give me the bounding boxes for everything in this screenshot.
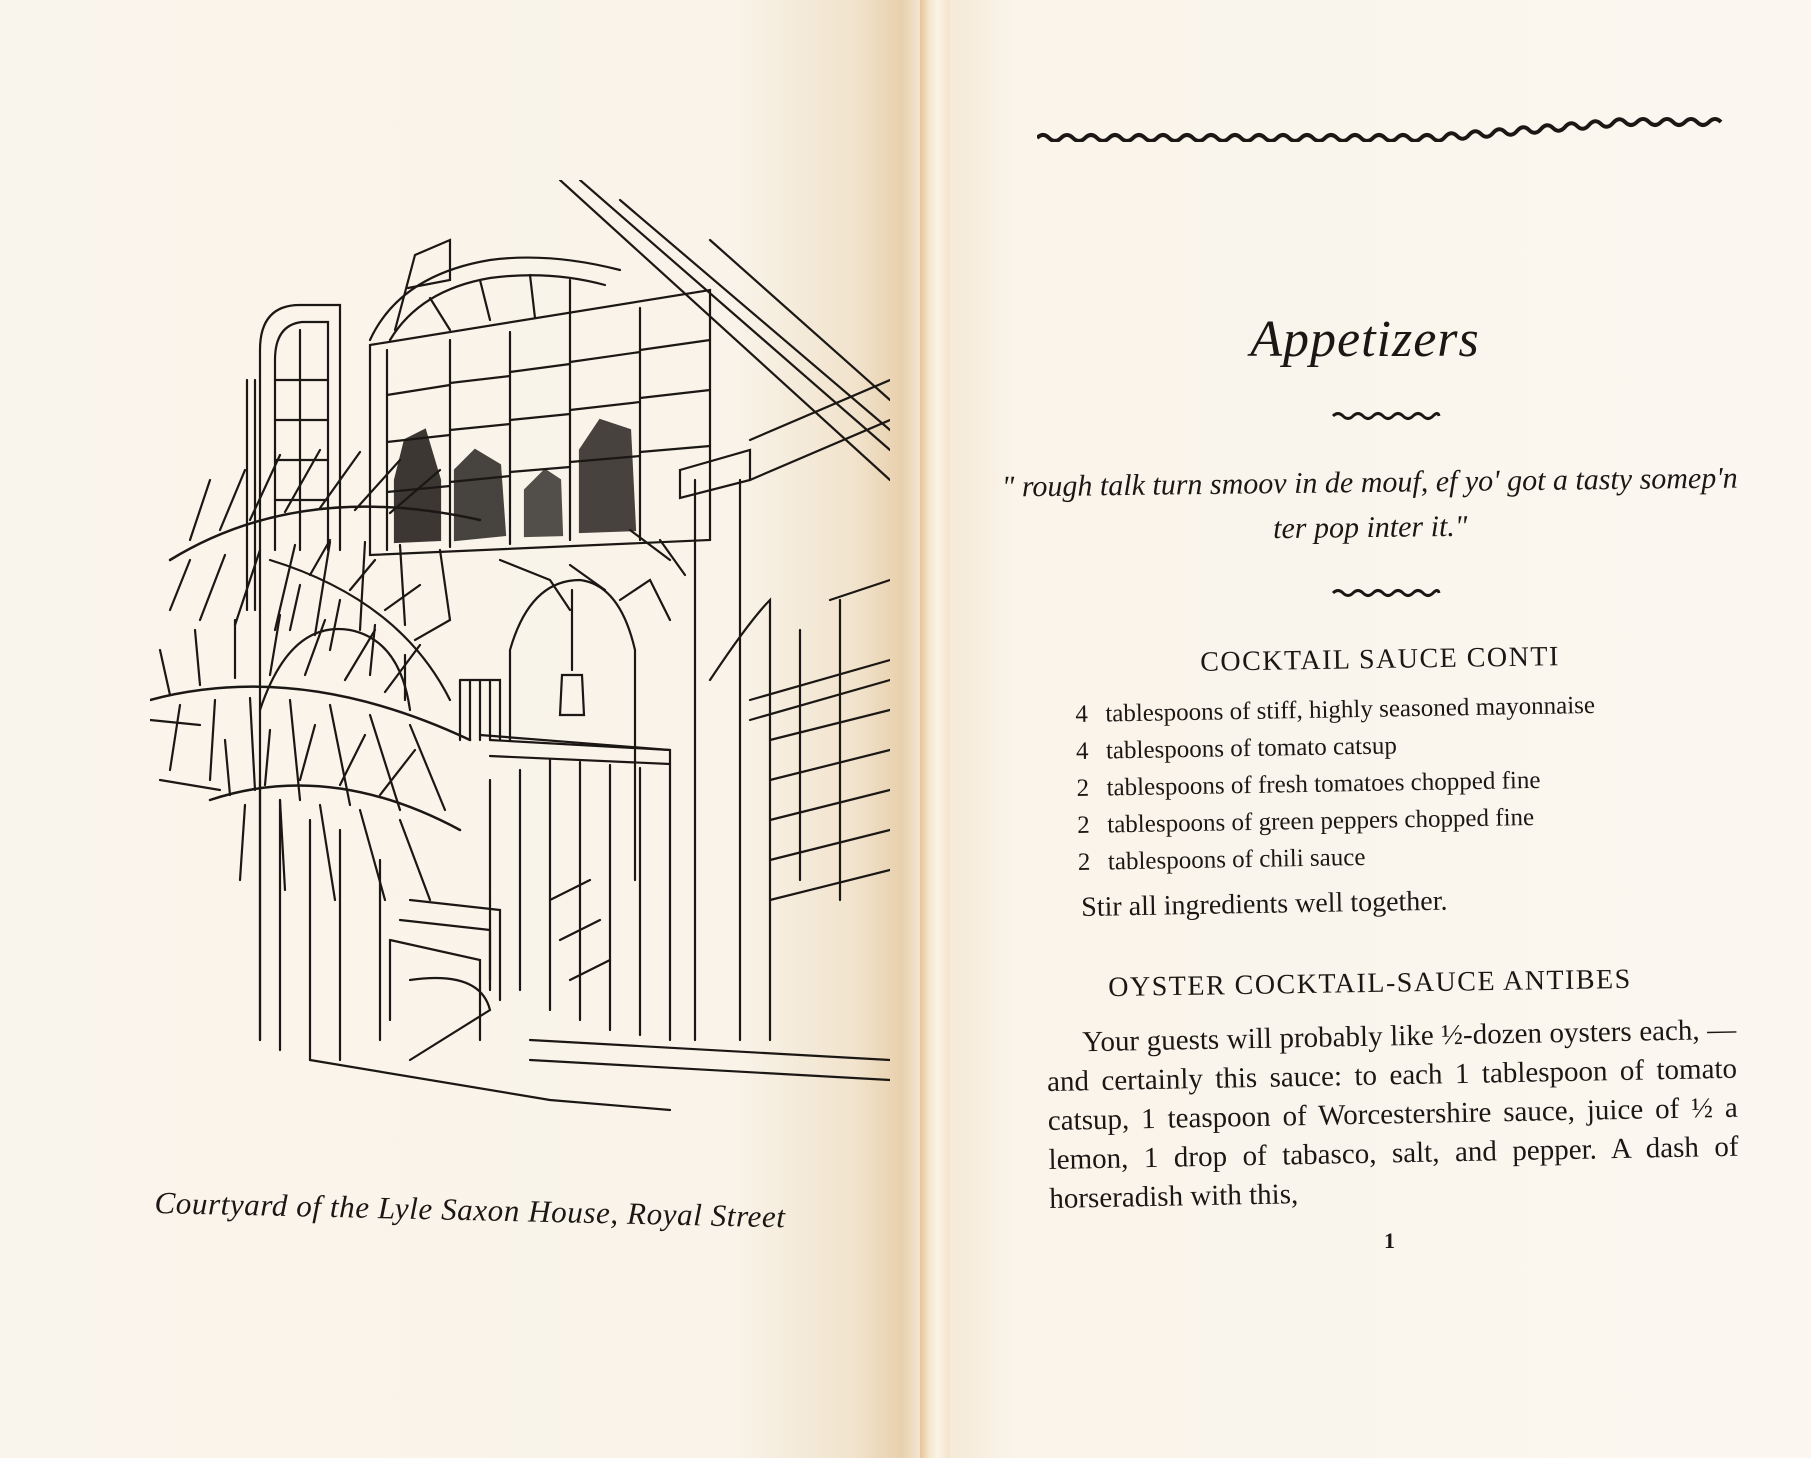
courtyard-illustration: [150, 180, 890, 1180]
section-title: Appetizers: [1250, 311, 1480, 368]
epigraph-quote: " rough talk turn smoov in de mouf, ef yo' got a tasty somep'n ter pop inter it.": [1001, 461, 1738, 546]
ingredient-item: 4 tablespoons of tomato catsup: [1075, 732, 1398, 765]
recipe-title: COCKTAIL SAUCE CONTI: [1199, 641, 1561, 678]
ingredient-item: 2 tablespoons of fresh tomatoes chopped fine: [1076, 766, 1541, 802]
recipe-paragraph: Your guests will probably like ½-dozen oysters each, — and certainly this sauce: to each 1 tablespoon of tomato catsup, 1 teaspoon of Worcestershire sauce, juice of ½ a lemon, 1 drop of tabasco, salt, and pepper. A dash of horseradish with this,: [1046, 1013, 1739, 1215]
flourish-divider: [1331, 585, 1441, 601]
ingredient-item: 2 tablespoons of chili sauce: [1077, 843, 1366, 876]
flourish-divider: [1331, 408, 1441, 424]
ingredient-item: 4 tablespoons of stiff, highly seasoned mayonnaise: [1075, 691, 1596, 728]
illustration-caption: Courtyard of the Lyle Saxon House, Royal Street: [154, 1185, 786, 1235]
recipe-instruction: Stir all ingredients well together.: [1081, 885, 1448, 923]
ingredient-item: 2 tablespoons of green peppers chopped fine: [1077, 804, 1535, 839]
recipe-title: OYSTER COCKTAIL-SAUCE ANTIBES: [1108, 963, 1632, 1004]
ingredient-list: [1075, 685, 1718, 881]
wavy-rule-top: [1037, 112, 1727, 142]
book-gutter: [920, 0, 950, 1458]
page-number: 1: [1384, 1228, 1395, 1253]
